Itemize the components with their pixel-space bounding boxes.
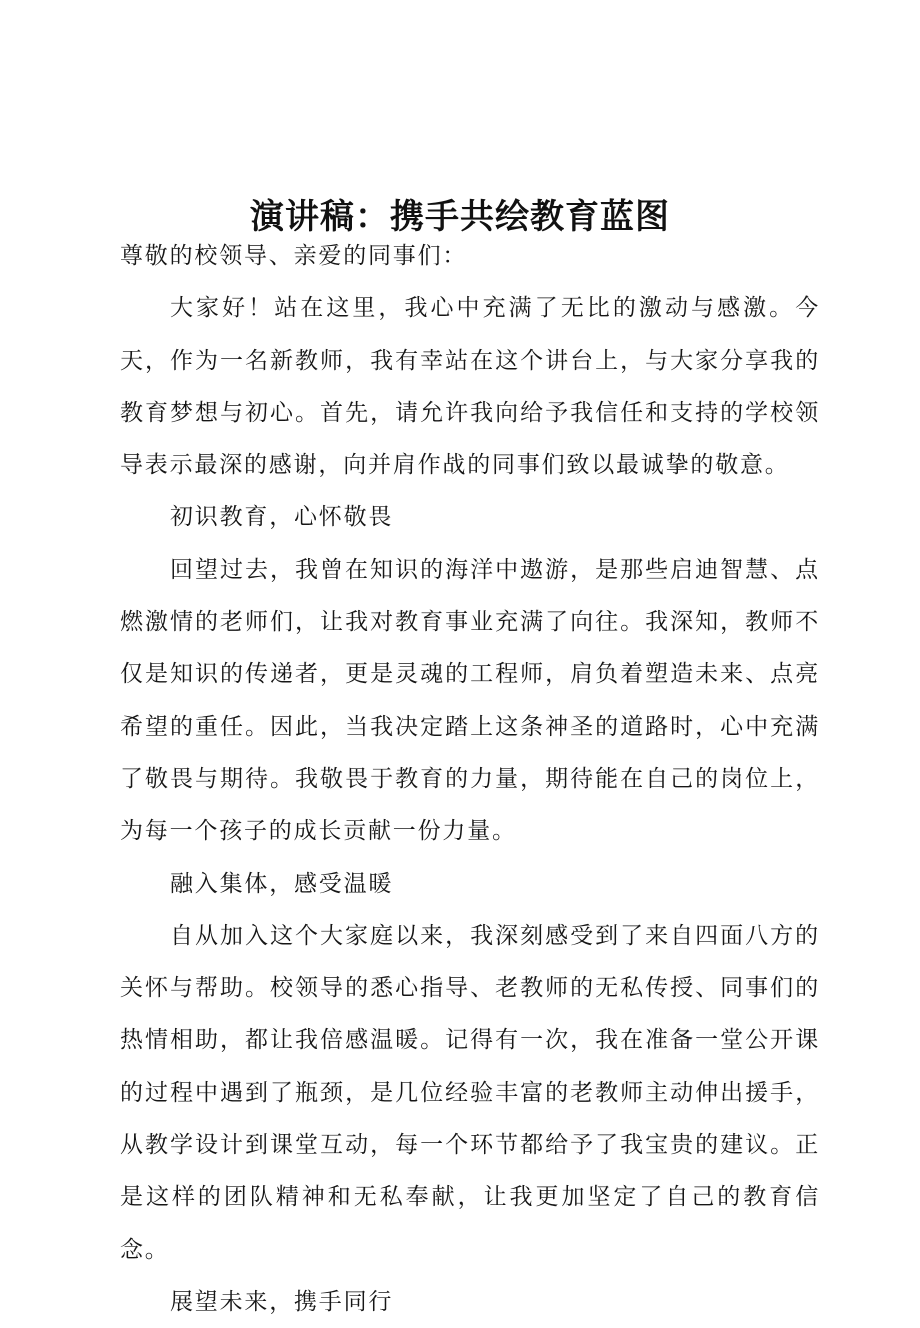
- section-heading-first-encounter: 初识教育，心怀敬畏: [170, 504, 394, 531]
- section-heading-looking-ahead: 展望未来，携手同行: [170, 1288, 394, 1315]
- paragraph-reflection: 回望过去，我曾在知识的海洋中遨游，是那些启迪智慧、点燃激情的老师们，让我对教育事业充满了向往。我深知，教师不仅是知识的传递者，更是灵魂的工程师，肩负着塑造未来、点亮希望的重任。因此，当我决定踏上这条神圣的道路时，心中充满了敬畏与期待。我敬畏于教育的力量，期待能在自己的岗位上，为每一个孩子的成长贡献一份力量。: [120, 556, 820, 845]
- document-title: 演讲稿：携手共绘教育蓝图: [250, 196, 670, 237]
- salutation: 尊敬的校领导、亲爱的同事们：: [120, 243, 468, 269]
- speech-body: [120, 230, 820, 1328]
- paragraph-team-warmth: 自从加入这个大家庭以来，我深刻感受到了来自四面八方的关怀与帮助。校领导的悉心指导、老教师的无私传授、同事们的热情相助，都让我倍感温暖。记得有一次，我在准备一堂公开课的过程中遇到了瓶颈，是几位经验丰富的老教师主动伸出援手，从教学设计到课堂互动，每一个环节都给予了我宝贵的建议。正是这样的团队精神和无私奉献，让我更加坚定了自己的教育信念。: [120, 922, 820, 1263]
- paragraph-greeting: 大家好！站在这里，我心中充满了无比的激动与感激。今天，作为一名新教师，我有幸站在这个讲台上，与大家分享我的教育梦想与初心。首先，请允许我向给予我信任和支持的学校领导表示最深的感谢，向并肩作战的同事们致以最诚挚的敬意。: [120, 295, 820, 479]
- section-heading-joining-team: 融入集体，感受温暖: [170, 870, 394, 897]
